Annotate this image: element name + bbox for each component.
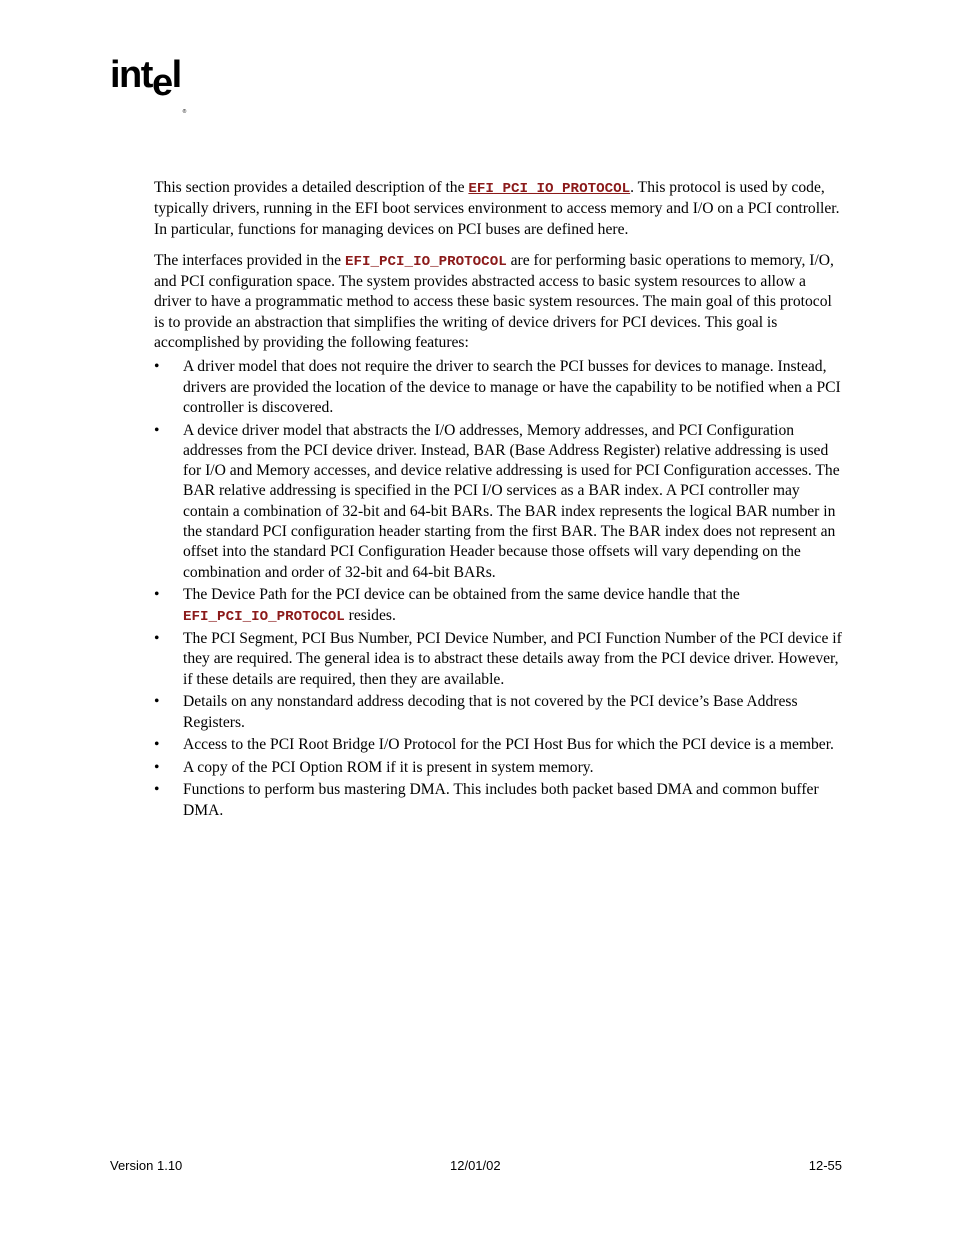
logo-text-suffix: l	[171, 54, 181, 96]
feature-text: A driver model that does not require the driver to search the PCI busses for devices to manage. Instead, drivers are provided the location of the device to manage or have the capability to be notified when a PCI controller is discovered.	[183, 358, 841, 416]
feature-text: Access to the PCI Root Bridge I/O Protocol for the PCI Host Bus for which the PCI device is a member.	[183, 736, 834, 754]
intel-logo	[110, 54, 187, 115]
feature-text: The PCI Segment, PCI Bus Number, PCI Device Number, and PCI Function Number of the PCI device if they are required. The general idea is to abstract these details away from the PCI device driver. However, if these details are required, then they are available.	[183, 630, 842, 688]
list-item	[154, 780, 844, 821]
logo-text-e: e	[151, 62, 172, 104]
bullet-icon: •	[154, 781, 160, 799]
feature-text: Details on any nonstandard address decoding that is not covered by the PCI device’s Base Address Registers.	[183, 693, 798, 731]
main-content	[154, 178, 844, 823]
feature-text: Functions to perform bus mastering DMA. This includes both packet based DMA and common buffer DMA.	[183, 781, 819, 819]
list-item	[154, 692, 844, 733]
feature-list	[154, 357, 844, 821]
intro-p2-text-after: are for performing basic operations to memory, I/O, and PCI configuration space. The system provides abstracted access to basic system resources to allow a driver to have a programmatic method to access these basic system resources. The main goal of this protocol is to provide an abstraction that simplifies the writing of device drivers for PCI devices. This goal is accomplished by providing the following features:	[154, 251, 834, 352]
bullet-icon: •	[154, 421, 160, 439]
list-item	[154, 421, 844, 583]
bullet-icon: •	[154, 586, 160, 604]
protocol-name-code: EFI_PCI_IO_PROTOCOL	[344, 253, 507, 270]
intro-paragraph-2	[154, 251, 844, 353]
list-item	[154, 585, 844, 627]
intro-p1-text-after: . This protocol is used by code, typically drivers, running in the EFI boot services environment to access memory and I/O on a PCI controller. In particular, functions for managing devices on PCI buses are defined here.	[154, 179, 840, 238]
footer-page-number: 12-55	[808, 1158, 842, 1173]
protocol-link[interactable]: EFI_PCI_IO_PROTOCOL	[468, 181, 631, 197]
feature-text: A copy of the PCI Option ROM if it is present in system memory.	[183, 758, 594, 776]
footer-date: 12/01/02	[450, 1158, 501, 1173]
list-item	[154, 758, 844, 778]
intro-p2-text-before: The interfaces provided in the	[154, 251, 345, 269]
list-item	[154, 357, 844, 418]
logo-text-prefix: int	[110, 54, 152, 96]
list-item	[154, 629, 844, 690]
intro-paragraph-1	[154, 178, 844, 240]
bullet-icon: •	[154, 693, 160, 711]
bullet-icon: •	[154, 758, 160, 776]
bullet-icon: •	[154, 358, 160, 376]
bullet-icon: •	[154, 736, 160, 754]
bullet-icon: •	[154, 630, 160, 648]
protocol-name-code: EFI_PCI_IO_PROTOCOL	[183, 608, 345, 625]
intro-p1-text-before: This section provides a detailed description of the	[154, 179, 469, 196]
footer-version: Version 1.10	[110, 1158, 183, 1173]
feature-text-before: The Device Path for the PCI device can be obtained from the same device handle that the	[183, 586, 740, 604]
feature-text-after: resides.	[344, 606, 396, 624]
logo-trademark: ®	[182, 109, 187, 115]
feature-text: A device driver model that abstracts the I/O addresses, Memory addresses, and PCI Configuration addresses from the PCI device driver. Instead, BAR (Base Address Register) relative addressing is used for I/O and Memory accesses, and device relative addressing is used for PCI Configuration accesses. The BAR relative addressing is specified in the PCI I/O services as a BAR index. A PCI controller may contain a combination of 32-bit and 64-bit BARs. The BAR index represents the logical BAR number in the standard PCI configuration header starting from the first BAR. The BAR index does not represent an offset into the standard PCI Configuration Header because those offsets will vary depending on the combination and order of 32-bit and 64-bit BARs.	[183, 421, 840, 581]
list-item	[154, 735, 844, 755]
